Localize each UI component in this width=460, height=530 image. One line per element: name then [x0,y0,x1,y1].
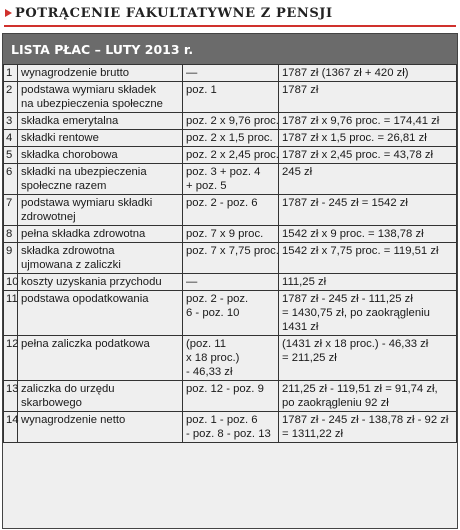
row-number-cell-line: 10 [6,276,19,288]
item-name-cell [18,147,183,164]
payroll-table [3,64,457,443]
item-name-cell-line: pełna składka zdrowotna [21,228,146,240]
item-name-cell-line: składka emerytalna [21,115,119,127]
payroll-table-box [2,33,458,529]
table-row [4,130,457,147]
formula-cell [183,113,279,130]
calculation-cell-line: 1787 zł - 245 zł - 111,25 zł [282,293,413,305]
calculation-cell [279,274,457,291]
row-number-cell [4,243,18,274]
item-name-cell-line: skarbowego [21,397,82,409]
item-name-cell-line: składka chorobowa [21,149,118,161]
row-number-cell [4,82,18,113]
row-number-cell [4,412,18,443]
calculation-cell [279,243,457,274]
calculation-cell-line: 1431 zł [282,321,319,333]
item-name-cell-line: podstawa opodatkowania [21,293,149,305]
item-name-cell [18,113,183,130]
row-number-cell-line: 13 [6,383,19,395]
calculation-cell-line: 1787 zł (1367 zł + 420 zł) [282,67,409,79]
formula-cell-line: poz. 7 x 9 proc. [186,228,264,240]
row-number-cell-line: 12 [6,338,19,350]
calculation-cell-line: 1787 zł - 245 zł = 1542 zł [282,197,408,209]
item-name-cell-line: składki na ubezpieczenia [21,166,147,178]
calculation-cell [279,336,457,381]
row-number-cell-line: 9 [6,245,13,257]
item-name-cell-line: zaliczka do urzędu [21,383,115,395]
item-name-cell-line: podstawa wymiaru składki [21,197,153,209]
calculation-cell [279,412,457,443]
row-number-cell [4,336,18,381]
formula-cell [183,65,279,82]
formula-cell-line: poz. 2 x 2,45 proc. [186,149,279,161]
row-number-cell [4,113,18,130]
item-name-cell [18,291,183,336]
formula-cell-line: poz. 1 - poz. 6 [186,414,258,426]
item-name-cell-line: wynagrodzenie brutto [21,67,130,79]
formula-cell [183,336,279,381]
item-name-cell [18,82,183,113]
item-name-cell-line: pełna zaliczka podatkowa [21,338,150,350]
formula-cell-line: (poz. 11 [186,338,226,350]
row-number-cell-line: 3 [6,115,13,127]
formula-cell-line: poz. 2 - poz. [186,293,249,305]
item-name-cell-line: podstawa wymiaru składek [21,84,156,96]
formula-cell [183,82,279,113]
calculation-cell [279,381,457,412]
table-row [4,243,457,274]
table-row [4,291,457,336]
calculation-cell-line: 211,25 zł - 119,51 zł = 91,74 zł, [282,383,438,395]
formula-cell [183,291,279,336]
formula-cell-line: poz. 12 - poz. 9 [186,383,264,395]
table-row [4,82,457,113]
formula-cell-line: - poz. 8 - poz. 13 [186,428,271,440]
row-number-cell-line: 6 [6,166,13,178]
row-number-cell-line: 1 [6,67,13,79]
calculation-cell-line: 1787 zł x 1,5 proc. = 26,81 zł [282,132,427,144]
calculation-cell [279,147,457,164]
table-row [4,274,457,291]
formula-cell-line: poz. 2 x 1,5 proc. [186,132,273,144]
calculation-cell [279,130,457,147]
item-name-cell [18,164,183,195]
item-name-cell [18,412,183,443]
item-name-cell-line: ujmowana z zaliczki [21,259,121,271]
formula-cell-line: — [186,276,198,288]
calculation-cell-line: = 1311,22 zł [282,428,344,440]
row-number-cell-line: 8 [6,228,13,240]
table-row [4,226,457,243]
title-divider [4,25,456,27]
table-row [4,164,457,195]
item-name-cell [18,65,183,82]
formula-cell-line: + poz. 5 [186,180,227,192]
formula-cell-line: x 18 proc.) [186,352,240,364]
item-name-cell-line: zdrowotnej [21,211,76,223]
formula-cell-line: poz. 2 x 9,76 proc. [186,115,279,127]
calculation-cell [279,82,457,113]
row-number-cell [4,381,18,412]
row-number-cell [4,291,18,336]
row-number-cell [4,195,18,226]
row-number-cell-line: 11 [6,293,18,305]
table-row [4,113,457,130]
row-number-cell [4,274,18,291]
calculation-cell-line: 111,25 zł [282,276,327,288]
table-header: LISTA PŁAC – LUTY 2013 r. [3,34,457,64]
title-bar [4,2,456,24]
item-name-cell-line: składki rentowe [21,132,99,144]
row-number-cell-line: 14 [6,414,19,426]
item-name-cell-line: koszty uzyskania przychodu [21,276,162,288]
row-number-cell-line: 7 [6,197,13,209]
formula-cell [183,381,279,412]
formula-cell-line: poz. 1 [186,84,217,96]
row-number-cell-line: 5 [6,149,13,161]
formula-cell [183,164,279,195]
table-row [4,412,457,443]
row-number-cell [4,226,18,243]
item-name-cell-line: wynagrodzenie netto [21,414,126,426]
item-name-cell [18,195,183,226]
formula-cell [183,412,279,443]
calculation-cell-line: po zaokrągleniu 92 zł [282,397,389,409]
formula-cell-line: poz. 7 x 7,75 proc. [186,245,279,257]
table-row [4,195,457,226]
calculation-cell-line: 1787 zł x 2,45 proc. = 43,78 zł [282,149,434,161]
calculation-cell-line: 1787 zł - 245 zł - 138,78 zł - 92 zł [282,414,449,426]
item-name-cell [18,274,183,291]
calculation-cell-line: (1431 zł x 18 proc.) - 46,33 zł [282,338,429,350]
formula-cell-line: 6 - poz. 10 [186,307,240,319]
table-row [4,65,457,82]
row-number-cell [4,130,18,147]
page-title: POTRĄCENIE FAKULTATYWNE Z PENSJI [15,5,333,21]
calculation-cell-line: 1787 zł x 9,76 proc. = 174,41 zł [282,115,440,127]
row-number-cell [4,65,18,82]
formula-cell-line: - 46,33 zł [186,366,233,378]
formula-cell-line: poz. 2 - poz. 6 [186,197,258,209]
row-number-cell-line: 2 [6,84,13,96]
calculation-cell-line: 1787 zł [282,84,319,96]
formula-cell [183,243,279,274]
red-arrow-icon [5,9,12,17]
row-number-cell-line: 4 [6,132,13,144]
calculation-cell [279,164,457,195]
item-name-cell [18,226,183,243]
row-number-cell [4,147,18,164]
formula-cell [183,147,279,164]
calculation-cell [279,226,457,243]
table-row [4,336,457,381]
item-name-cell-line: składka zdrowotna [21,245,115,257]
item-name-cell-line: na ubezpieczenia społeczne [21,98,163,110]
formula-cell-line: — [186,67,198,79]
item-name-cell [18,381,183,412]
table-row [4,381,457,412]
calculation-cell [279,65,457,82]
table-row [4,147,457,164]
calculation-cell [279,291,457,336]
calculation-cell-line: 1542 zł x 7,75 proc. = 119,51 zł [282,245,439,257]
formula-cell [183,195,279,226]
item-name-cell [18,130,183,147]
calculation-cell-line: = 211,25 zł [282,352,337,364]
item-name-cell-line: społeczne razem [21,180,107,192]
formula-cell [183,226,279,243]
item-name-cell [18,336,183,381]
item-name-cell [18,243,183,274]
formula-cell-line: poz. 3 + poz. 4 [186,166,261,178]
formula-cell [183,274,279,291]
row-number-cell [4,164,18,195]
formula-cell [183,130,279,147]
calculation-cell-line: = 1430,75 zł, po zaokrągleniu [282,307,430,319]
calculation-cell [279,113,457,130]
calculation-cell-line: 245 zł [282,166,313,178]
calculation-cell [279,195,457,226]
calculation-cell-line: 1542 zł x 9 proc. = 138,78 zł [282,228,424,240]
payroll-table-body [4,65,457,443]
